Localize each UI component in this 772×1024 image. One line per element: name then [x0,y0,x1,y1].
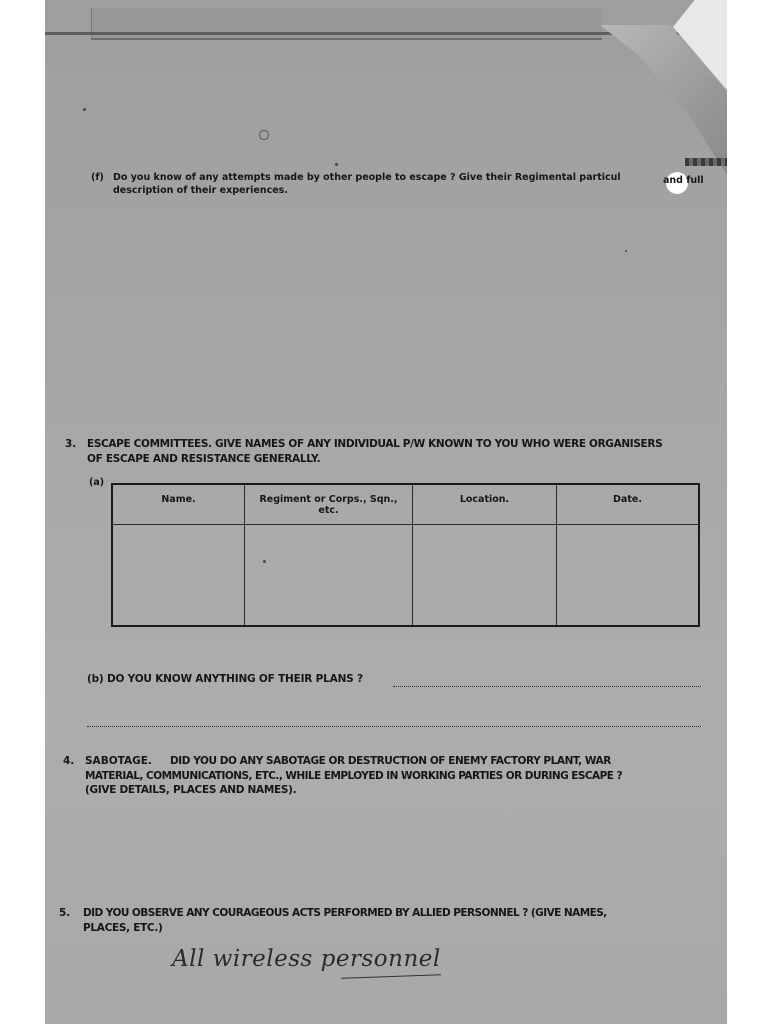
question-f-label: (f) [91,172,104,183]
section-5-text-line1: DID YOU OBSERVE ANY COURAGEOUS ACTS PERFORMED BY ALLIED PERSONNEL ? (GIVE NAMES, [83,907,607,919]
paper-speck [83,108,86,111]
handwritten-underline [341,974,441,978]
section-3-part-b: (b) DO YOU KNOW ANYTHING OF THEIR PLANS ? [87,673,363,685]
section-4-number: 4. [63,755,75,767]
paper-mark [259,130,269,140]
escape-committee-table [111,483,700,627]
question-f-text-line2: description of their experiences. [113,185,288,196]
handwritten-answer: All wireless personnel [172,946,441,972]
section-4-title: SABOTAGE. [85,755,152,767]
table-header-location: Location. [413,485,557,525]
section-4-text-line2: MATERIAL, COMMUNICATIONS, ETC., WHILE EMPLOYED IN WORKING PARTIES OR DURING ESCAPE ? [85,770,623,782]
paper-top-edge [45,32,685,35]
section-5-number: 5. [59,907,71,919]
section-3-heading-line2: OF ESCAPE AND RESISTANCE GENERALLY. [87,453,321,465]
paper-tab-edge [91,8,602,40]
binding-string [685,158,727,166]
table-header-date: Date. [557,485,698,525]
section-3-part-a-label: (a) [89,477,105,488]
form-page [45,0,727,1024]
scan-margin-left [0,0,45,1024]
table-cell-regiment[interactable] [245,525,413,625]
question-f-text-line1-end: and full [663,175,704,186]
section-5-text-line2: PLACES, ETC.) [83,922,163,934]
section-4-text-line3: (GIVE DETAILS, PLACES AND NAMES). [85,784,297,796]
paper-speck [335,163,338,166]
scan-margin-right [727,0,772,1024]
table-cell-location[interactable] [413,525,557,625]
part-b-answer-line-2[interactable] [87,726,701,727]
table-cell-name[interactable] [113,525,245,625]
table-header-regiment: Regiment or Corps., Sqn., etc. [245,485,413,525]
question-f-text-line1: Do you know of any attempts made by other people to escape ? Give their Regimental particul [113,172,621,183]
section-4-text-line1: DID YOU DO ANY SABOTAGE OR DESTRUCTION OF ENEMY FACTORY PLANT, WAR [170,755,611,767]
part-b-answer-line[interactable] [393,686,701,687]
section-3-heading-line1: ESCAPE COMMITTEES. GIVE NAMES OF ANY INDIVIDUAL P/W KNOWN TO YOU WHO WERE ORGANISERS [87,438,663,450]
table-cell-date[interactable] [557,525,698,625]
section-3-number: 3. [65,438,77,450]
table-header-name: Name. [113,485,245,525]
paper-speck [625,250,627,252]
